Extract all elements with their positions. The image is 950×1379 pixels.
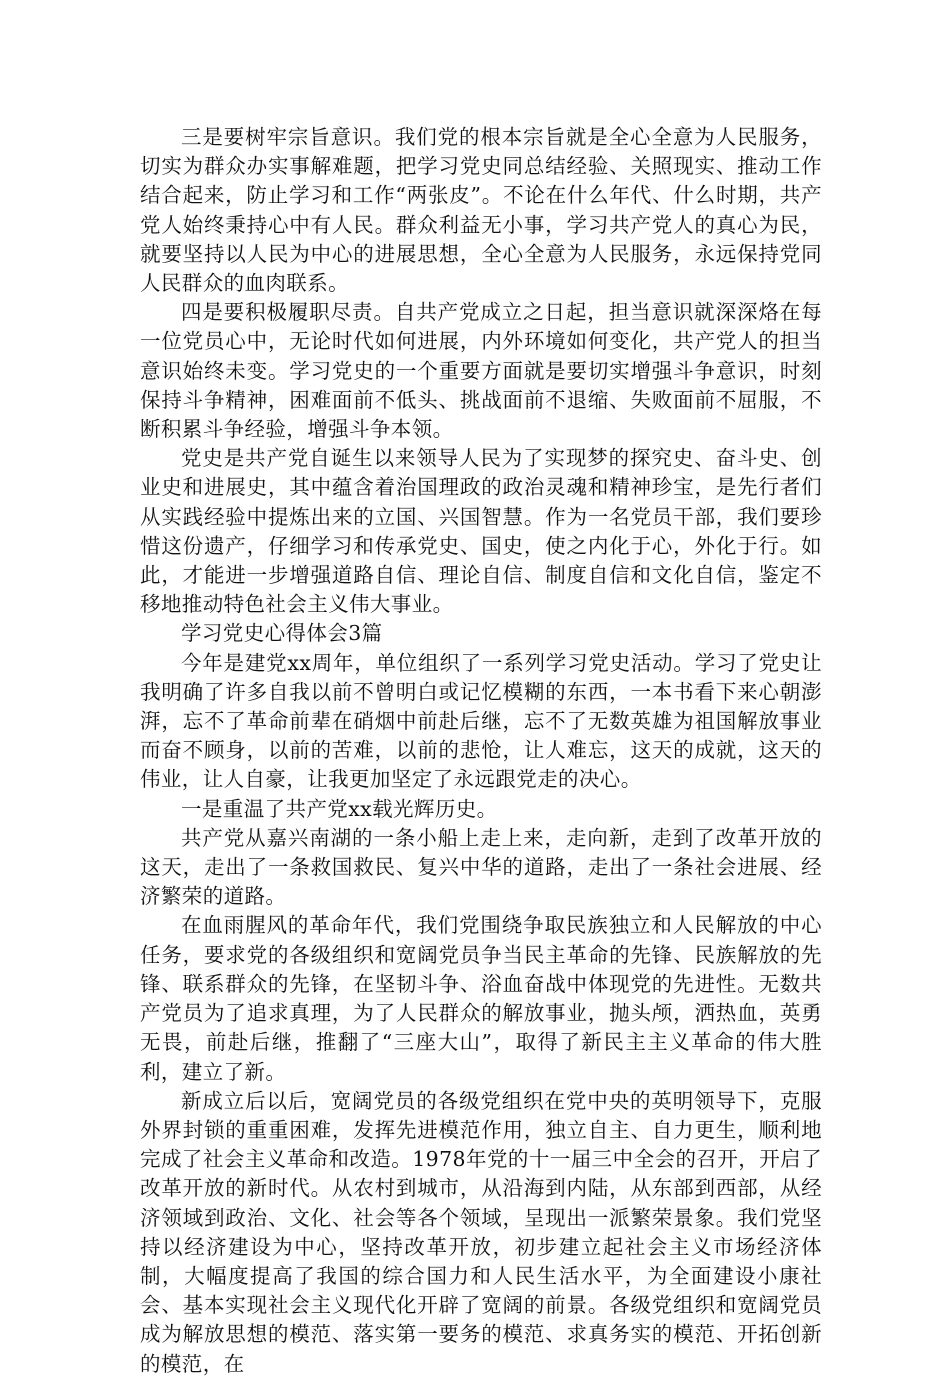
- document-body: [140, 123, 822, 1379]
- paragraph-duty-responsibility: 四是要积极履职尽责。自共产党成立之日起，担当意识就深深烙在每一位党员心中，无论时代如何进展，内外环境如何变化，共产党人的担当意识始终未变。学习党史的一个重要方面就是要切实增强斗争意识，时刻保持斗争精神，困难面前不低头、挑战面前不退缩、失败面前不屈服，不断积累斗争经验，增强斗争本领。: [140, 300, 822, 442]
- paragraph-revolutionary-era: 在血雨腥风的革命年代，我们党围绕争取民族独立和人民解放的中心任务，要求党的各级组织和宽阔党员争当民主革命的先锋、民族解放的先锋、联系群众的先锋，在坚韧斗争、浴血奋战中体现党的先进性。无数共产党员为了追求真理，为了人民群众的解放事业，抛头颅，洒热血，英勇无畏，前赴后继，推翻了“三座大山”，取得了新民主主义革命的伟大胜利，建立了新。: [140, 913, 822, 1084]
- section-heading: 学习党史心得体会3篇: [181, 621, 383, 646]
- paragraph-after-founding: 新成立后以后，宽阔党员的各级党组织在党中央的英明领导下，克服外界封锁的重重困难，发挥先进模范作用，独立自主、自力更生，顺利地完成了社会主义革命和改造。1978年党的十一届三中全会的召开，开启了改革开放的新时代。从农村到城市，从沿海到内陆，从东部到西部，从经济领域到政治、文化、社会等各个领域，呈现出一派繁荣景象。我们党坚持以经济建设为中心，坚持改革开放，初步建立起社会主义市场经济体制，大幅度提高了我国的综合国力和人民生活水平，为全面建设小康社会、基本实现社会主义现代化开辟了宽阔的前景。各级党组织和宽阔党员成为解放思想的模范、落实第一要务的模范、求真务实的模范、开拓创新的模范，在: [140, 1088, 822, 1376]
- paragraph-point-one: 一是重温了共产党xx载光辉历史。: [181, 796, 498, 821]
- paragraph-south-lake-boat: 共产党从嘉兴南湖的一条小船上走上来，走向新，走到了改革开放的这天，走出了一条救国救民、复兴中华的道路，走出了一条社会进展、经济繁荣的道路。: [140, 825, 822, 909]
- paragraph-party-history-summary: 党史是共产党自诞生以来领导人民为了实现梦的探究史、奋斗史、创业史和进展史，其中蕴含着治国理政的政治灵魂和精神珍宝，是先行者们从实践经验中提炼出来的立国、兴国智慧。作为一名党员干部，我们要珍惜这份遗产，仔细学习和传承党史、国史，使之内化于心，外化于行。如此，才能进一步增强道路自信、理论自信、制度自信和文化自信，鉴定不移地推动特色社会主义伟大事业。: [140, 446, 822, 617]
- paragraph-purpose-awareness: 三是要树牢宗旨意识。我们党的根本宗旨就是全心全意为人民服务，切实为群众办实事解难题，把学习党史同总结经验、关照现实、推动工作结合起来，防止学习和工作“两张皮”。不论在什么年代、什么时期，共产党人始终秉持心中有人民。群众利益无小事，学习共产党人的真心为民，就要坚持以人民为中心的进展思想，全心全意为人民服务，永远保持党同人民群众的血肉联系。: [140, 125, 822, 296]
- paragraph-anniversary-study: 今年是建党xx周年，单位组织了一系列学习党史活动。学习了党史让我明确了许多自我以前不曾明白或记忆模糊的东西，一本书看下来心朝澎湃，忘不了革命前辈在硝烟中前赴后继，忘不了无数英雄为祖国解放事业而奋不顾身，以前的苦难，以前的悲怆，让人难忘，这天的成就，这天的伟业，让人自豪，让我更加坚定了永远跟党走的决心。: [140, 650, 822, 792]
